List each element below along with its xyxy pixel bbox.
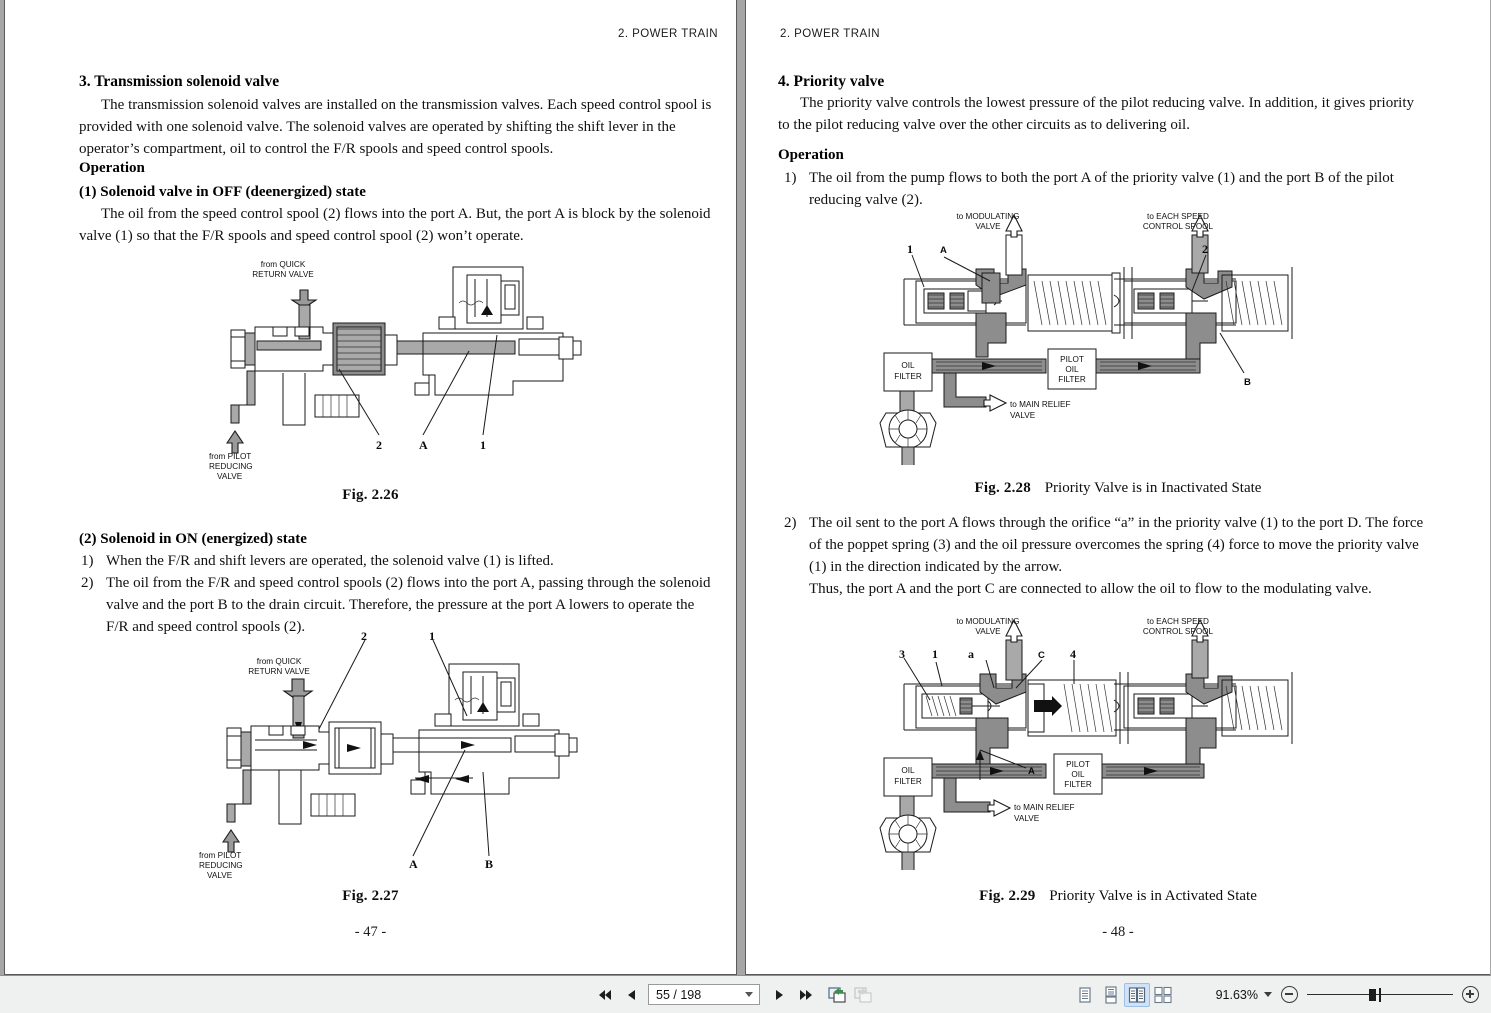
next-page-button[interactable]	[767, 983, 793, 1007]
label-from-pilot2-l2: REDUCING	[199, 861, 243, 870]
callout-2-fig227: 2	[361, 629, 367, 643]
operation-heading-left: Operation	[79, 160, 145, 176]
spring-coil-right	[1226, 281, 1282, 325]
page-number-right: - 48 -	[1102, 924, 1134, 940]
running-head-right: 2. POWER TRAIN	[780, 28, 881, 40]
list-marker: 2)	[784, 515, 797, 531]
callout-4-fig229: 4	[1070, 647, 1076, 661]
label-to-main-relief-l2: VALVE	[1010, 411, 1036, 420]
last-page-button[interactable]	[793, 983, 819, 1007]
view-two-page-button[interactable]	[1124, 983, 1150, 1007]
figure-2-27-number: Fig. 2.27	[342, 888, 399, 904]
label-to-main-relief-l1: to MAIN RELIEF	[1010, 400, 1071, 409]
label-pilot-oil-filter2-l1: PILOT	[1066, 760, 1090, 769]
running-head-left: 2. POWER TRAIN	[617, 28, 718, 40]
callout-C-fig229: C	[1038, 650, 1045, 661]
label-from-pilot2-l3: VALVE	[207, 871, 233, 878]
section-heading-4: 4. Priority valve	[778, 73, 885, 90]
label-to-each-speed-l2: CONTROL SPOOL	[1142, 222, 1214, 231]
label-to-each-speed-l1: to EACH SPEED	[1147, 212, 1209, 221]
label-pilot-oil-filter2-l2: OIL	[1071, 770, 1085, 779]
previous-page-button[interactable]	[618, 983, 644, 1007]
arrow-from-pilot-reducing	[227, 431, 243, 453]
figure-2-27-caption	[5, 888, 736, 905]
subsection-1-text: The oil from the speed control spool (2) flows into the port A. But, the port A is block by the solenoid valve (1) so that the F/R spools and speed control spool (2) won’t operate.	[79, 206, 711, 245]
callout-A-fig228: A	[940, 245, 947, 256]
subsection-2-heading: (2) Solenoid in ON (energized) state	[79, 531, 307, 547]
list-marker: 1)	[81, 553, 94, 569]
figure-2-29-title: Priority Valve is in Activated State	[1049, 888, 1257, 904]
callout-1-fig229: 1	[932, 647, 938, 661]
zoom-level-value: 91.63%	[1215, 987, 1258, 1002]
callout-1-fig228: 1	[907, 242, 913, 256]
callout-A-fig226: A	[419, 438, 428, 452]
zoom-dropdown-caret-icon[interactable]	[1264, 992, 1272, 997]
label-pilot-oil-filter-l1: PILOT	[1060, 355, 1084, 364]
figure-2-29-number: Fig. 2.29	[979, 888, 1036, 904]
list-text: The oil sent to the port A flows through the orifice “a” in the priority valve (1) to the port D. The force of the poppet spring (3) and the oil pressure overcomes the spring (4) force to move the priority valve (1) in the direction indicated by the arrow.	[809, 515, 1424, 576]
callout-1-fig227: 1	[429, 629, 435, 643]
label-from-pilot-l1: from PILOT	[209, 452, 252, 461]
callout-A-fig229: A	[1028, 766, 1035, 777]
label-from-pilot-l2: REDUCING	[209, 462, 253, 471]
label-pilot-oil-filter-l2: OIL	[1065, 365, 1079, 374]
figure-2-28	[876, 207, 1296, 465]
first-page-button[interactable]	[592, 983, 618, 1007]
label-from-quick-return2-l2: RETURN VALVE	[248, 667, 310, 676]
figure-2-28-title: Priority Valve is in Inactivated State	[1044, 480, 1262, 496]
label-from-pilot-l3: VALVE	[217, 472, 243, 480]
chevron-down-icon[interactable]	[745, 992, 753, 997]
label-to-modulating-l1: to MODULATING	[956, 212, 1020, 221]
list-item	[782, 578, 1434, 600]
viewer-toolbar	[0, 975, 1491, 1013]
figure-2-26-caption	[5, 487, 736, 504]
figure-2-29	[876, 612, 1296, 870]
figure-2-26-number: Fig. 2.26	[342, 487, 399, 503]
spring-coil-left-compressed	[1064, 684, 1112, 732]
next-view-button[interactable]	[851, 983, 877, 1007]
page-right[interactable]	[745, 0, 1490, 975]
label-oil-filter2-l2: FILTER	[894, 777, 922, 786]
callout-B-fig227: B	[485, 857, 494, 871]
list-item	[782, 167, 1430, 211]
label-to-modulating-l2: VALVE	[975, 222, 1001, 231]
list-marker: 1)	[784, 170, 797, 186]
list-marker: 2)	[81, 575, 94, 592]
page-number-left: - 47 -	[354, 924, 387, 940]
zoom-out-button[interactable]	[1281, 986, 1298, 1003]
operation-list-2	[782, 512, 1434, 600]
list-text: When the F/R and shift levers are operated, the solenoid valve (1) is lifted.	[106, 553, 554, 569]
page-number-value: 55 / 198	[656, 987, 702, 1002]
figure-2-28-number: Fig. 2.28	[974, 480, 1031, 496]
view-and-zoom-group	[1072, 983, 1481, 1007]
label-pilot-oil-filter2-l3: FILTER	[1064, 780, 1092, 789]
operation-list-1	[782, 167, 1430, 211]
page-number-input[interactable]	[648, 984, 760, 1005]
spring-coil-left	[1034, 281, 1106, 325]
label-to-modulating2-l2: VALVE	[975, 627, 1001, 636]
label-pilot-oil-filter-l3: FILTER	[1058, 375, 1086, 384]
label-oil-filter2-l1: OIL	[901, 766, 915, 775]
label-to-main-relief2-l2: VALVE	[1014, 814, 1040, 823]
figure-2-27	[183, 628, 613, 878]
list-item	[782, 512, 1434, 578]
list-text: The oil from the pump flows to both the port A of the priority valve (1) and the port B of the pilot reducing valve (2).	[809, 170, 1394, 209]
label-to-main-relief2-l1: to MAIN RELIEF	[1014, 803, 1075, 812]
page-navigation-group	[592, 983, 877, 1007]
list-item	[79, 550, 715, 572]
page-left[interactable]	[4, 0, 737, 975]
zoom-slider[interactable]	[1307, 986, 1453, 1004]
zoom-slider-knob[interactable]	[1369, 989, 1376, 1001]
callout-B-fig228: B	[1244, 377, 1251, 388]
figure-2-26	[183, 255, 613, 480]
label-oil-filter-l1: OIL	[901, 361, 915, 370]
view-single-page-button[interactable]	[1072, 983, 1098, 1007]
view-continuous-button[interactable]	[1098, 983, 1124, 1007]
figure-2-29-caption	[746, 888, 1490, 905]
label-to-each-speed2-l1: to EACH SPEED	[1147, 617, 1209, 626]
list-text: Thus, the port A and the port C are connected to allow the oil to flow to the modulating valve.	[809, 581, 1372, 598]
section-heading-3: 3. Transmission solenoid valve	[79, 73, 280, 90]
label-from-quick-return-l2: RETURN VALVE	[252, 270, 314, 279]
label-oil-filter-l2: FILTER	[894, 372, 922, 381]
label-to-each-speed2-l2: CONTROL SPOOL	[1142, 627, 1214, 636]
spring-coil-right-2	[1226, 686, 1282, 730]
previous-view-button[interactable]	[825, 983, 851, 1007]
figure-2-28-caption	[746, 480, 1490, 497]
label-to-modulating2-l1: to MODULATING	[956, 617, 1020, 626]
callout-a-fig229: a	[968, 647, 974, 661]
callout-1-fig226: 1	[480, 438, 486, 452]
callout-2-fig226: 2	[376, 438, 382, 452]
label-from-quick-return2-l1: from QUICK	[256, 657, 302, 666]
section-3-intro: The transmission solenoid valves are installed on the transmission valves. Each speed control spool is provided with one solenoid valve. The solenoid valves are operated by shifting the shift lever in the operator’s compartment, oil to control the F/R spools and speed control spools.	[79, 97, 712, 158]
section-4-intro: The priority valve controls the lowest pressure of the pilot reducing valve. In addition, it gives priority to the pilot reducing valve over the other circuits as to delivering oil.	[778, 95, 1415, 134]
callout-A-fig227: A	[409, 857, 418, 871]
list-text: The oil from the F/R and speed control spools (2) flows into the port A, passing through the solenoid valve and the port B to the drain circuit. Therefore, the pressure at the port A lowers to operate the F/R and speed control spools (2).	[106, 575, 711, 636]
zoom-slider-tick	[1379, 988, 1381, 1002]
callout-2-fig228: 2	[1202, 242, 1208, 256]
callout-3-fig229: 3	[899, 647, 905, 661]
label-from-quick-return-l1: from QUICK	[260, 260, 306, 269]
subsection-2-list	[79, 550, 715, 638]
label-from-pilot2-l1: from PILOT	[199, 851, 242, 860]
view-two-page-scrolling-button[interactable]	[1150, 983, 1176, 1007]
zoom-in-button[interactable]	[1462, 986, 1479, 1003]
operation-heading-right: Operation	[778, 147, 844, 163]
subsection-1-heading: (1) Solenoid valve in OFF (deenergized) state	[79, 184, 366, 200]
